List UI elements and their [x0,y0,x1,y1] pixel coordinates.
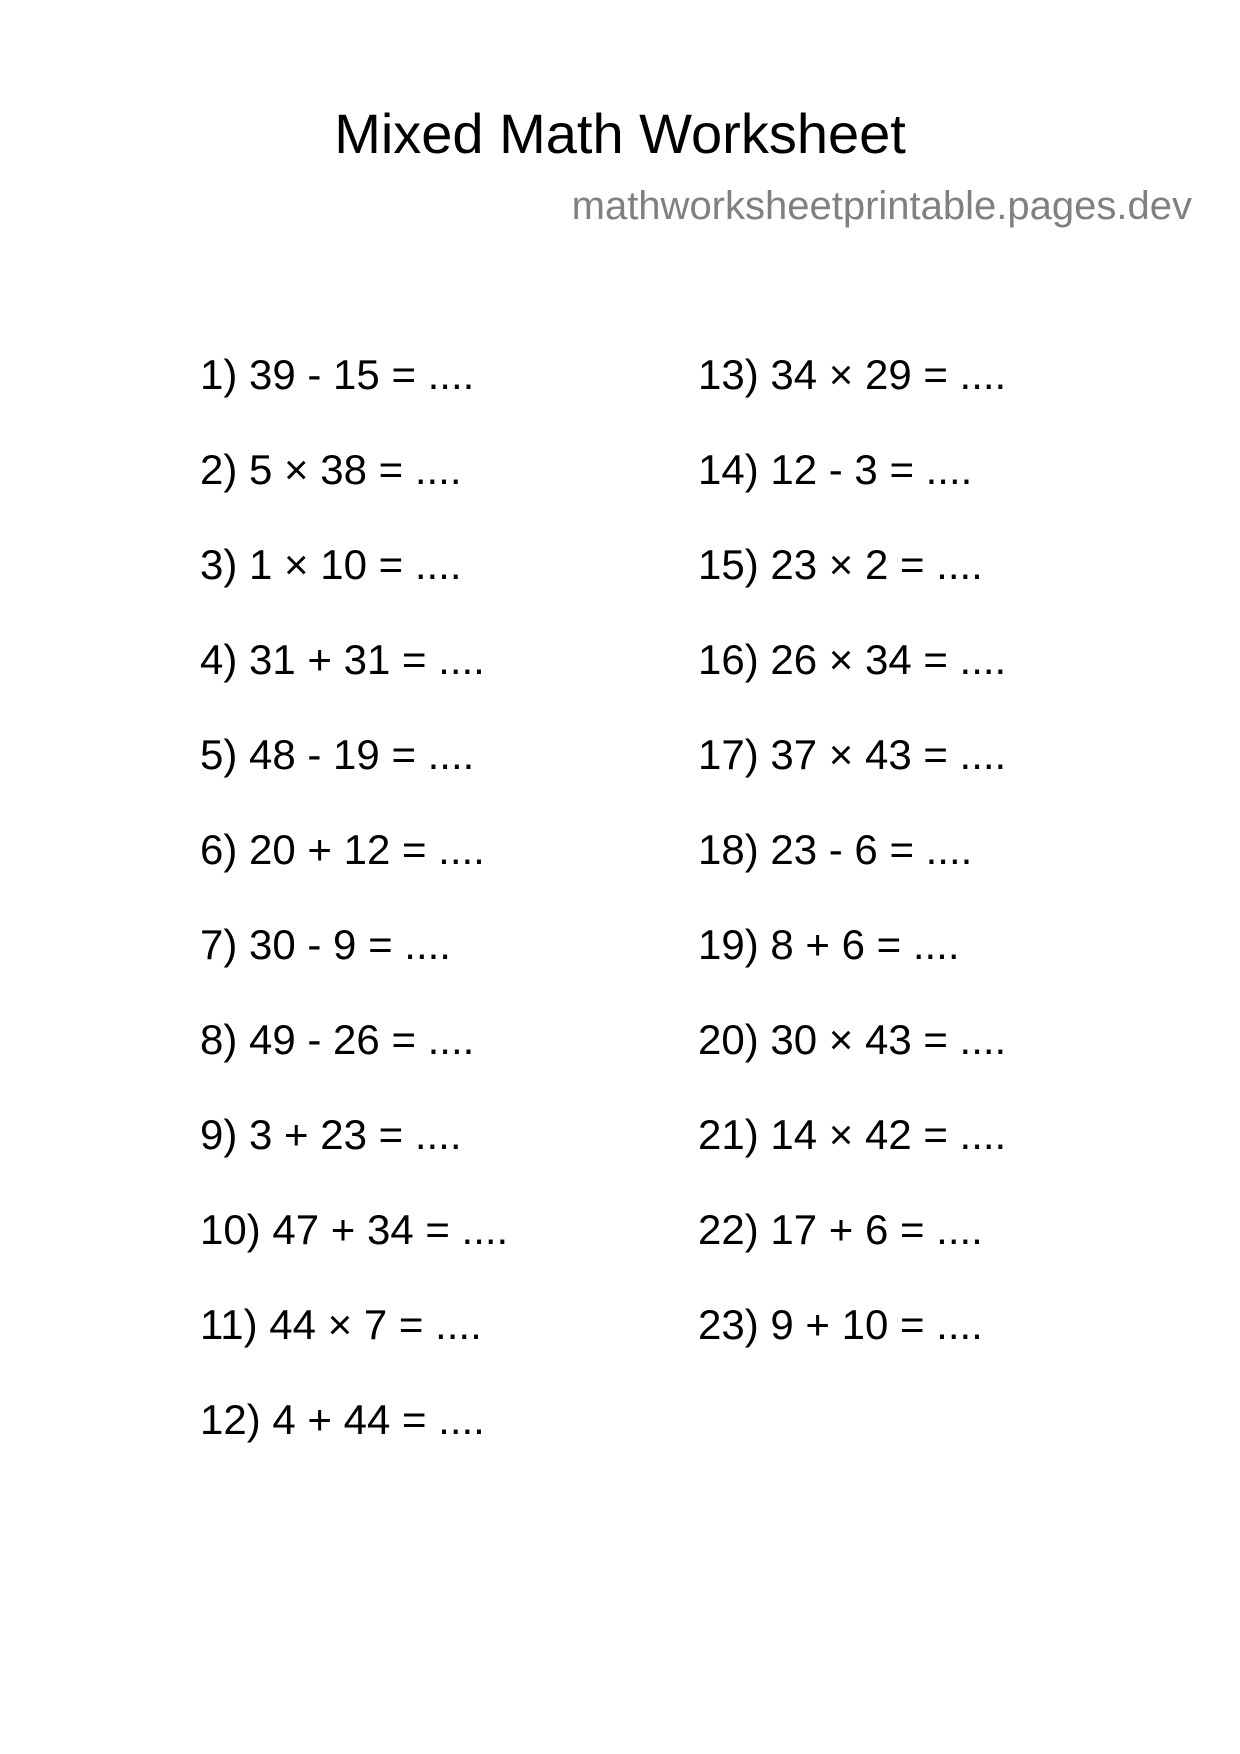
problem-item: 16) 26 × 34 = .... [698,636,1007,683]
page-title: Mixed Math Worksheet [334,102,906,165]
problem-item: 5) 48 - 19 = .... [200,731,475,778]
problem-column-right [698,340,1006,1385]
problem-item: 6) 20 + 12 = .... [200,826,485,873]
problem-item: 21) 14 × 42 = .... [698,1111,1007,1158]
problem-item: 17) 37 × 43 = .... [698,731,1007,778]
source-url: mathworksheetprintable.pages.dev [571,184,1192,228]
problem-item: 20) 30 × 43 = .... [698,1016,1007,1063]
problem-item: 8) 49 - 26 = .... [200,1016,475,1063]
problem-item: 12) 4 + 44 = .... [200,1396,485,1443]
problem-item: 19) 8 + 6 = .... [698,921,960,968]
problem-item: 23) 9 + 10 = .... [698,1301,983,1348]
problem-item: 13) 34 × 29 = .... [698,351,1007,398]
problem-item: 3) 1 × 10 = .... [200,541,462,588]
problem-item: 22) 17 + 6 = .... [698,1206,983,1253]
problem-item: 7) 30 - 9 = .... [200,921,451,968]
problem-column-left [200,340,508,1480]
problem-item: 15) 23 × 2 = .... [698,541,983,588]
problem-item: 14) 12 - 3 = .... [698,446,973,493]
problem-item: 4) 31 + 31 = .... [200,636,485,683]
problem-item: 9) 3 + 23 = .... [200,1111,462,1158]
problem-item: 11) 44 × 7 = .... [200,1301,482,1348]
problem-item: 2) 5 × 38 = .... [200,446,462,493]
problem-item: 1) 39 - 15 = .... [200,351,475,398]
problem-item: 18) 23 - 6 = .... [698,826,973,873]
problem-item: 10) 47 + 34 = .... [200,1206,509,1253]
